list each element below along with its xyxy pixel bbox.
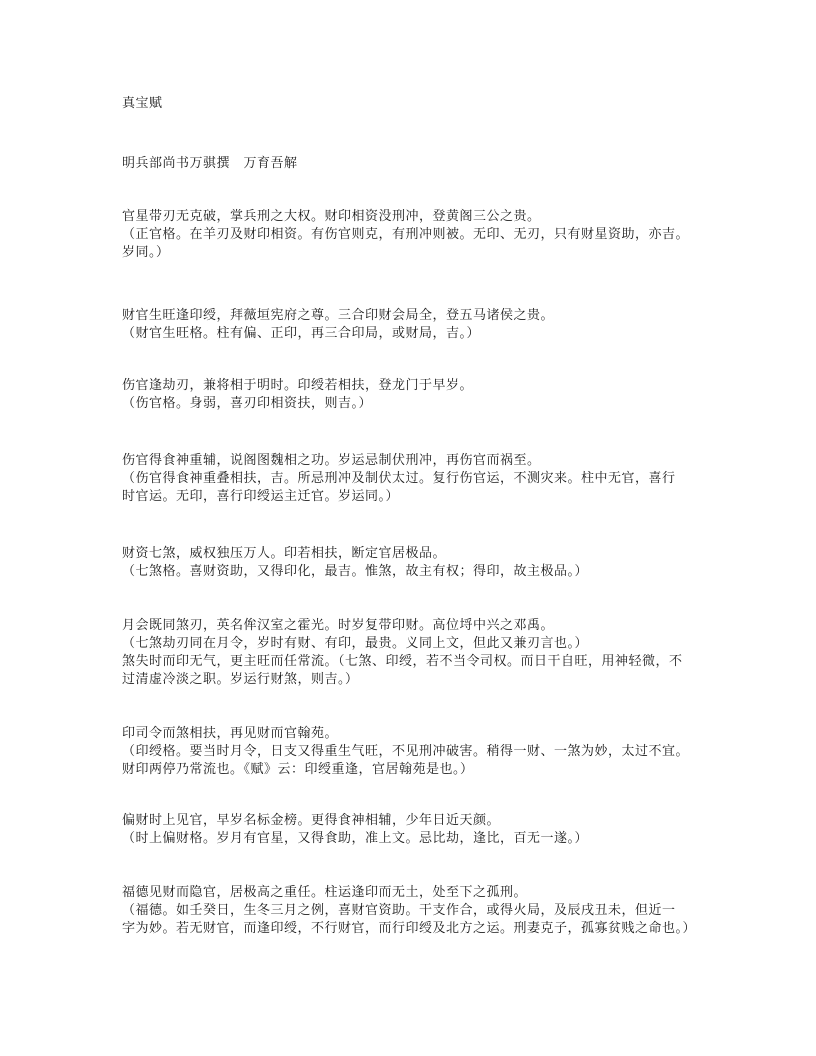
text-line: 财官生旺逢印绶，拜薇垣宪府之尊。三合印财会局全，登五马诸侯之贵。 <box>122 308 555 323</box>
text-line: 财资七煞，威权独压万人。印若相扶，断定官居极品。 <box>122 546 447 561</box>
text-line: 官星带刃无克破，掌兵刑之大权。财印相资没刑冲，登黄阁三公之贵。 <box>122 209 541 224</box>
text-line: 伤官逢劫刃，兼将相于明时。印绶若相扶，登龙门于早岁。 <box>122 378 474 393</box>
text-line: 印司令而煞相扶，再见财而官翰苑。 <box>122 726 339 741</box>
text-line: 伤官得食神重辅，说阁图魏相之功。岁运忌制伏刑冲，再伤官而祸至。 <box>122 453 541 468</box>
text-line: 福德见财而隐官，居极高之重任。柱运逢印而无土，处至下之孤刑。 <box>122 885 528 900</box>
text-line: 过清虚冷淡之职。岁运行财煞，则吉。） <box>122 672 359 687</box>
text-line: （伤官得食神重叠相扶，吉。所忌刑冲及制伏太过。复行伤官运，不测灾来。柱中无官，喜行 <box>122 471 676 486</box>
text-line: （印绶格。要当时月令，日支又得重生气旺，不见刑冲破害。稍得一财、一煞为妙，太过不宜。 <box>122 744 690 759</box>
text-line: 偏财时上见官，早岁名标金榜。更得食神相辅，少年日近天颜。 <box>122 813 501 828</box>
text-line: （正官格。在羊刃及财印相资。有伤官则克，有刑冲则被。无印、无刃，只有财星资助，亦吉。 <box>122 227 690 242</box>
text-line: （福德。如壬癸日，生冬三月之例，喜财官资助。干支作合，或得火局，及辰戌丑未，但近一 <box>122 903 676 918</box>
text-line: （财官生旺格。柱有偏、正印，再三合印局，或财局，吉。） <box>122 326 481 341</box>
text-line: （时上偏财格。岁月有官星，又得食助，准上文。忌比劫，逢比，百无一遂。） <box>122 831 589 846</box>
text-line: 岁同。） <box>122 245 170 260</box>
text-line: （伤官格。身弱，喜刃印相资扶，则吉。） <box>122 396 373 411</box>
text-line: 财印两停乃常流也。《赋》云：印绶重逢，官居翰苑是也。） <box>122 762 474 777</box>
text-line: （七煞格。喜财资助，又得印化，最吉。惟煞，故主有权；得印，故主极品。） <box>122 564 589 579</box>
text-line: 月会既同煞刃，英名侔汉室之霍光。时岁复带印财。高位埒中兴之邓禹。 <box>122 618 555 633</box>
document-byline: 明兵部尚书万骐撰 万育吾解 <box>122 156 298 171</box>
text-line: （七煞劫刃同在月令，岁时有财、有印，最贵。义同上文，但此又兼刃言也。） <box>122 636 589 651</box>
text-line: 煞失时而印无气，更主旺而任常流。（七煞、印绶，若不当令司权。而日干自旺，用神轻微，不 <box>122 654 683 669</box>
text-line: 字为妙。若无财官，而逢印绶，不行财官，而行印绶及北方之运。刑妻克子，孤寡贫贱之命也。） <box>122 921 697 936</box>
text-line: 时官运。无印，喜行印绶运主迁官。岁运同。） <box>122 489 400 504</box>
document-title: 真宝赋 <box>122 96 163 111</box>
